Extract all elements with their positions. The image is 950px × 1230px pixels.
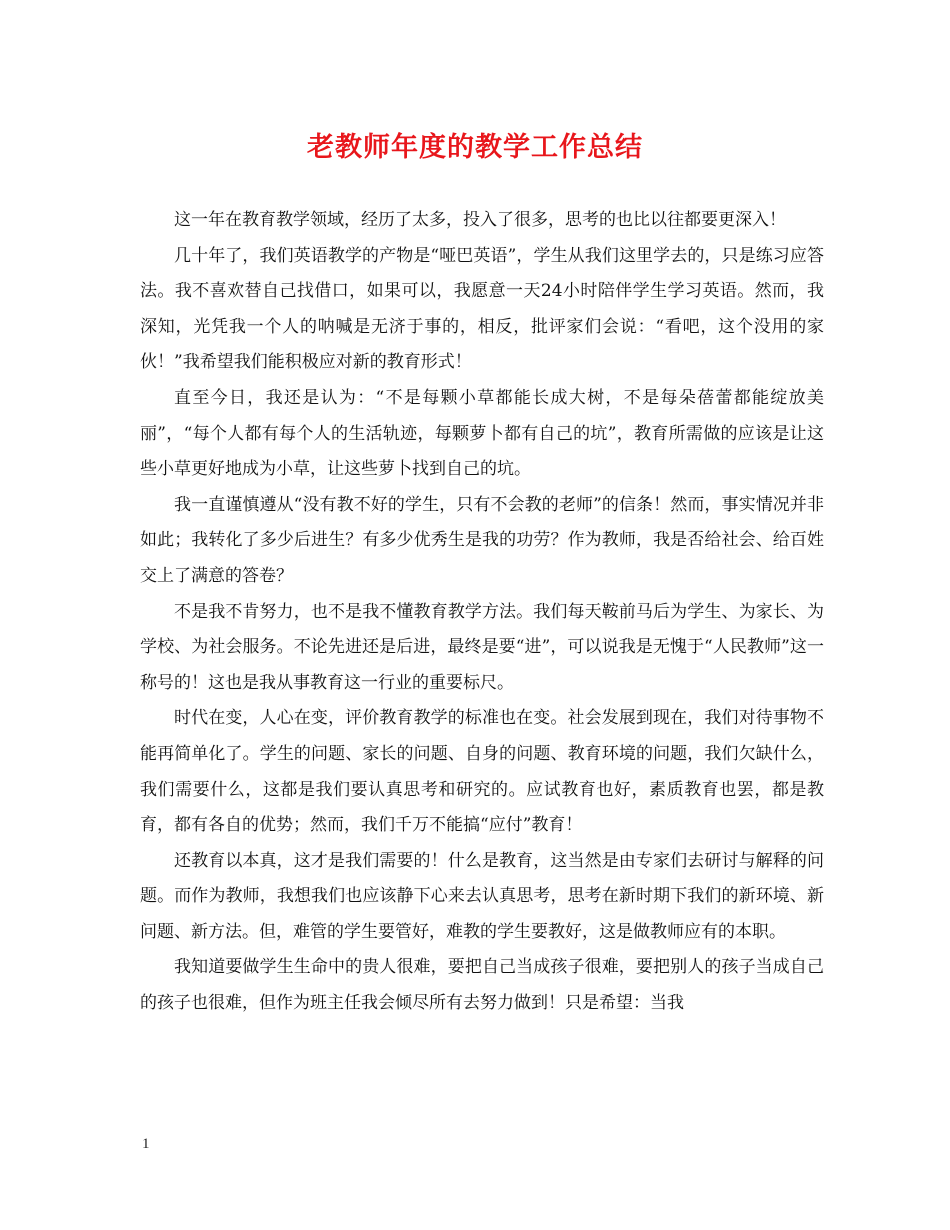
page-number: 1 <box>142 1136 150 1152</box>
document-body <box>140 203 824 1022</box>
paragraph-7: 还教育以本真，这才是我们需要的！什么是教育，这当然是由专家们去研讨与解释的问题。而作为教师，我想我们也应该静下心来去认真思考，思考在新时期下我们的新环境、新问题、新方法。但，难管的学生要管好，难教的学生要教好，这是做教师应有的本职。 <box>140 850 824 942</box>
paragraph-6: 时代在变，人心在变，评价教育教学的标准也在变。社会发展到现在，我们对待事物不能再简单化了。学生的问题、家长的问题、自身的问题、教育环境的问题，我们欠缺什么，我们需要什么，这都是我们要认真思考和研究的。应试教育也好，素质教育也罢，都是教育，都有各自的优势；然而，我们千万不能搞“应付”教育！ <box>140 708 824 836</box>
paragraph-3: 直至今日，我还是认为：“不是每颗小草都能长成大树，不是每朵蓓蕾都能绽放美丽”，“每个人都有每个人的生活轨迹，每颗萝卜都有自己的坑”，教育所需做的应该是让这些小草更好地成为小草，让这些萝卜找到自己的坑。 <box>140 387 824 480</box>
paragraph-2: 几十年了，我们英语教学的产物是“哑巴英语”，学生从我们这里学去的，只是练习应答法。我不喜欢替自己找借口，如果可以，我愿意一天24小时陪伴学生学习英语。然而，我深知，光凭我一个人的呐喊是无济于事的，相反，批评家们会说：“看吧，这个没用的家伙！”我希望我们能积极应对新的教育形式！ <box>140 245 824 373</box>
paragraph-1: 这一年在教育教学领域，经历了太多，投入了很多，思考的也比以往都要更深入！ <box>174 210 786 230</box>
paragraph-8: 我知道要做学生生命中的贵人很难，要把自己当成孩子很难，要把别人的孩子当成自己的孩子也很难，但作为班主任我会倾尽所有去努力做到！只是希望：当我 <box>140 957 824 1014</box>
paragraph-4: 我一直谨慎遵从“没有教不好的学生，只有不会教的老师”的信条！然而，事实情况并非如此；我转化了多少后进生？有多少优秀生是我的功劳？作为教师，我是否给社会、给百姓交上了满意的答卷？ <box>140 494 824 586</box>
paragraph-5: 不是我不肯努力，也不是我不懂教育教学方法。我们每天鞍前马后为学生、为家长、为学校、为社会服务。不论先进还是后进，最终是要“进”，可以说我是无愧于“人民教师”这一称号的！这也是我从事教育这一行业的重要标尺。 <box>140 601 824 693</box>
document-title: 老教师年度的教学工作总结 <box>307 132 643 163</box>
